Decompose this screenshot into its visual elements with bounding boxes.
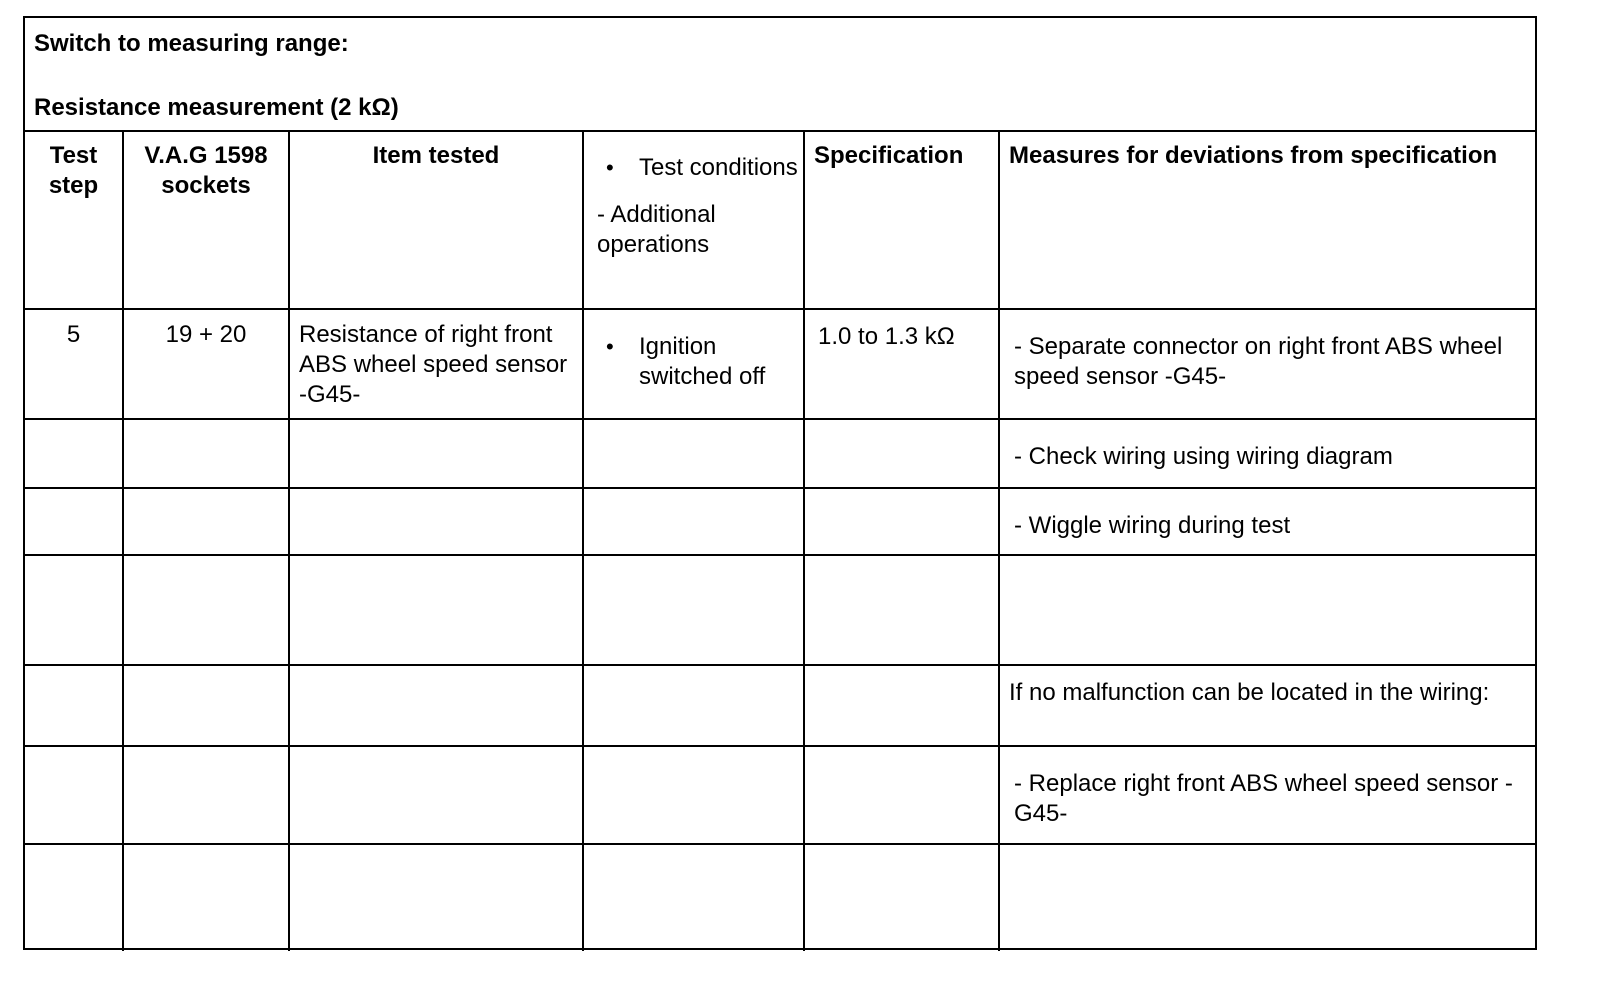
condition-bullet-item (584, 310, 803, 392)
condition-cell (583, 309, 804, 419)
test-table-sheet (23, 16, 1537, 950)
table-row (25, 665, 1537, 746)
measuring-range-value: Resistance measurement (2 kΩ) (34, 94, 399, 121)
measure-text (1000, 556, 1537, 578)
measure-text: - Wiggle wiring during test (1014, 512, 1291, 539)
table-row (25, 309, 1537, 419)
test-step-table (25, 131, 1537, 951)
table-row (25, 555, 1537, 665)
header-test-step-label: Test step (48, 142, 99, 199)
measure-cell (999, 555, 1537, 665)
header-specification-label: Specification (814, 142, 964, 169)
table-header-row (25, 131, 1537, 309)
measure-cell (999, 665, 1537, 746)
condition-text: Ignition switched off (639, 333, 766, 390)
measure-text: If no malfunction can be located in the wiring: (1009, 679, 1490, 706)
measuring-range-box (25, 18, 1535, 132)
header-sockets-label: V.A.G 1598 sockets (144, 142, 268, 199)
item-tested-text: Resistance of right front ABS wheel speed sensor -G45- (299, 321, 568, 408)
measure-cell (999, 488, 1537, 555)
table-row (25, 746, 1537, 844)
measure-text (1000, 845, 1537, 867)
measuring-range-instruction: Switch to measuring range: (34, 30, 349, 57)
item-cell (289, 309, 583, 419)
header-measures (999, 131, 1537, 309)
header-measures-label: Measures for deviations from specification (1009, 142, 1498, 169)
specification-value: 1.0 to 1.3 kΩ (818, 323, 955, 350)
header-item-tested-label: Item tested (372, 142, 500, 169)
measure-cell (999, 309, 1537, 419)
table-row (25, 419, 1537, 488)
socket-numbers: 19 + 20 (165, 321, 247, 348)
spec-cell (804, 309, 999, 419)
measure-text: - Separate connector on right front ABS wheel speed sensor -G45- (1014, 333, 1503, 390)
measure-cell (999, 419, 1537, 488)
bullet-icon: • (606, 334, 614, 359)
header-conditions-bullet-item (584, 131, 803, 183)
sockets-cell (123, 309, 289, 419)
header-sockets (123, 131, 289, 309)
header-test-step (25, 131, 123, 309)
measure-text: - Check wiring using wiring diagram (1014, 443, 1393, 470)
measure-text: - Replace right front ABS wheel speed sensor -G45- (1014, 770, 1513, 827)
header-conditions-label: Test conditions (639, 154, 798, 181)
header-item-tested (289, 131, 583, 309)
measure-cell (999, 746, 1537, 844)
step-number: 5 (66, 321, 81, 348)
table-row (25, 844, 1537, 951)
measure-cell (999, 844, 1537, 951)
header-specification (804, 131, 999, 309)
table-row (25, 488, 1537, 555)
header-conditions (583, 131, 804, 309)
bullet-icon: • (606, 155, 614, 180)
header-additional-operations: - Additional operations (597, 201, 716, 258)
step-cell (25, 309, 123, 419)
